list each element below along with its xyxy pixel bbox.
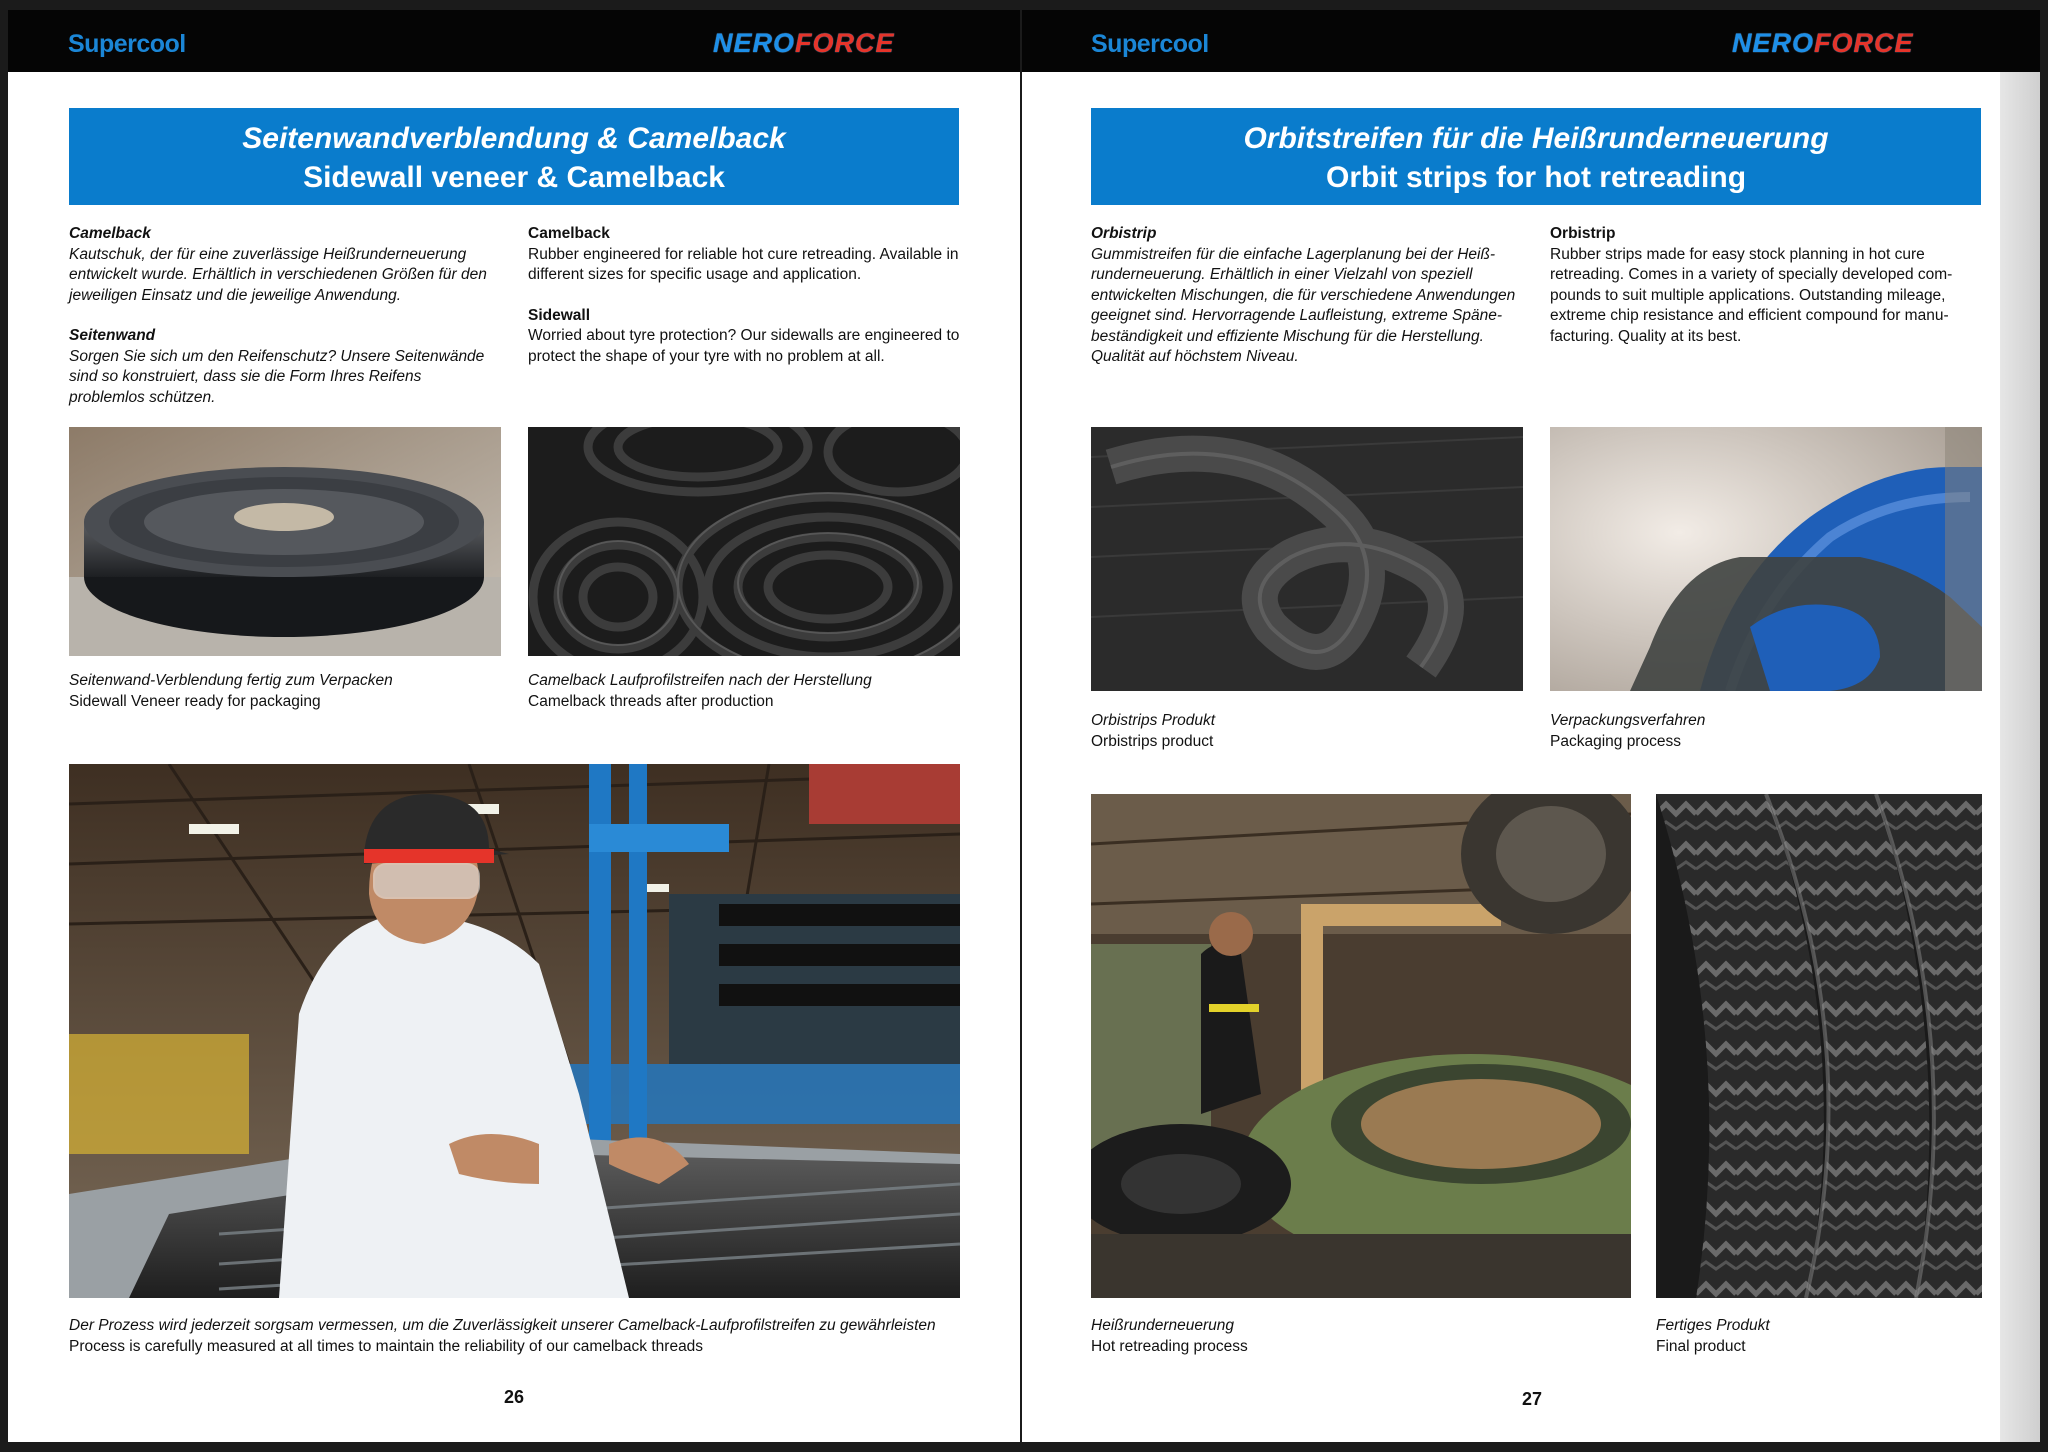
page-number-left: 26: [504, 1387, 525, 1407]
packaging-process-photo: [1550, 427, 1982, 691]
neroforce-logo-right: NEROFORCE: [1732, 28, 1914, 58]
section-title-banner-right: [1091, 108, 1981, 205]
section-title-banner: [69, 108, 959, 205]
worker-measuring-photo: [69, 764, 960, 1298]
sidewall-text-de: Sorgen Sie sich um den Reifenschutz? Unsere Seitenwände sind so konstruiert, dass sie die Form Ihres Reifens problemlos schützen.: [69, 347, 485, 406]
final-product-photo: [1656, 794, 1982, 1298]
caption-final-product: Fertiges Produkt Final product: [1656, 1317, 1770, 1355]
caption-measuring-process: Der Prozess wird jederzeit sorgsam vermessen, um die Zuverlässigkeit unserer Camelback-Laufprofilstreifen zu gewährleisten Process is carefully measured at all times to maintain the reliability of our camelback threads: [69, 1317, 936, 1355]
caption-orbistrips-product: Orbistrips Produkt Orbistrips product: [1091, 712, 1216, 750]
orbistrip-text-en: Rubber strips made for easy stock planning in hot cure retreading. Comes in a variety of specially developed com-pounds to suit multiple applications. Outstanding mileage, extreme chip resistance and efficient compound for manu-facturing. Quality at its best.: [1550, 245, 1953, 345]
supercool-logo: Supercool: [68, 30, 186, 58]
orbistrips-product-photo: [1091, 427, 1523, 691]
sidewall-veneer-roll-photo: [69, 427, 501, 656]
german-description: [69, 224, 499, 408]
caption-packaging-process: Verpackungsverfahren Packaging process: [1550, 712, 1706, 750]
orbistrip-heading-de: Orbistrip: [1091, 225, 1157, 242]
caption-sidewall-veneer: Seitenwand-Verblendung fertig zum Verpacken Sidewall Veneer ready for packaging: [69, 672, 393, 710]
orbistrip-heading-en: Orbistrip: [1550, 225, 1616, 242]
hot-retreading-photo: [1091, 794, 1631, 1298]
title-german-right: Orbitstreifen für die Heißrunderneuerung: [1243, 122, 1829, 155]
german-description-right: [1091, 224, 1521, 368]
supercool-logo-right: Supercool: [1091, 30, 1209, 58]
english-description-right: [1550, 224, 1982, 347]
english-description: [528, 224, 960, 367]
sidewall-heading-de: Seitenwand: [69, 327, 156, 344]
sidewall-text-en: Worried about tyre protection? Our sidewalls are engineered to protect the shape of your tyre with no problem at all.: [528, 327, 960, 365]
title-english: Sidewall veneer & Camelback: [303, 161, 725, 194]
camelback-heading-de: Camelback: [69, 225, 151, 242]
title-english-right: Orbit strips for hot retreading: [1325, 161, 1747, 194]
page-left: [8, 10, 1020, 1442]
brochure-spread: [8, 10, 2040, 1442]
page-number-right: 27: [1522, 1389, 1543, 1409]
camelback-text-en: Rubber engineered for reliable hot cure retreading. Available in different sizes for specific usage and application.: [528, 245, 959, 283]
title-german: Seitenwandverblendung & Camelback: [242, 122, 786, 155]
camelback-coils-photo: [528, 427, 960, 656]
caption-camelback-threads: Camelback Laufprofilstreifen nach der Herstellung Camelback threads after production: [528, 672, 872, 710]
camelback-heading-en: Camelback: [528, 225, 610, 242]
sidewall-heading-en: Sidewall: [528, 306, 591, 324]
header-bar-right: [1022, 10, 2040, 72]
orbistrip-text-de: Gummistreifen für die einfache Lagerplanung bei der Heiß-runderneuerung. Erhältlich in einer Vielzahl von speziell entwickelten Mischungen, die für verschiedene Anwendungen geeignet sind. Hervorragende Laufleistung, extreme Späne-beständigkeit und effiziente Mischung für die Herstellung. Qualität auf höchstem Niveau.: [1091, 245, 1516, 365]
neroforce-logo: NEROFORCE: [713, 28, 895, 58]
camelback-text-de: Kautschuk, der für eine zuverlässige Heißrunderneuerung entwickelt wurde. Erhältlich in verschiedenen Größen für den jeweiligen Einsatz und die jeweilige Anwendung.: [69, 245, 487, 304]
caption-hot-retreading: Heißrunderneuerung Hot retreading process: [1091, 1317, 1248, 1355]
header-bar: [8, 10, 1020, 72]
page-right: [1022, 10, 2040, 1442]
